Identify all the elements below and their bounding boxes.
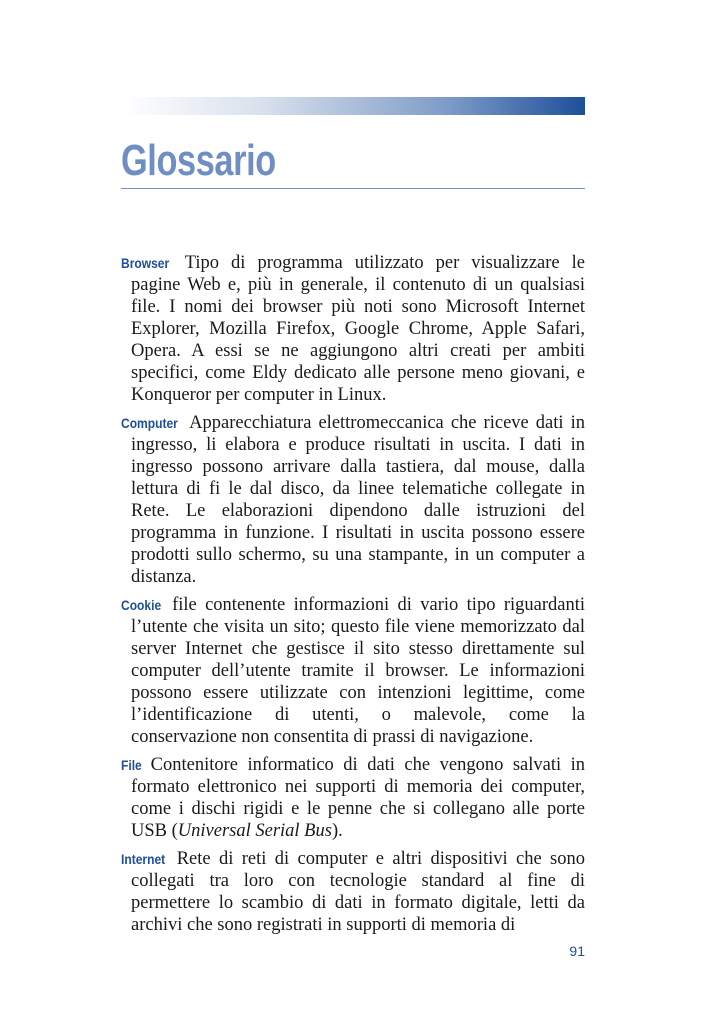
glossary-definition: Tipo di programma utilizzato per visualizzare le pagine Web e, più in generale, il contenuto di un qualsiasi file. I nomi dei browser più noti sono Microsoft Internet Explorer, Mozilla Firefox, Google Chrome, Apple Safari, Opera. A essi se ne aggiungono altri creati per ambiti specifici, come Eldy dedicato alle persone meno giovani, e Konqueror per computer in Linux. — [131, 253, 585, 405]
header-gradient-bar — [121, 97, 585, 115]
glossary-term: File — [121, 757, 142, 773]
page-number: 91 — [569, 943, 585, 959]
glossary-term: Internet — [121, 851, 166, 867]
title-underline — [121, 188, 585, 189]
page-title: Glossario — [121, 136, 276, 185]
glossary-entry-file — [121, 754, 585, 842]
glossary-entry-cookie — [121, 594, 585, 748]
glossary-definition: Contenitore informatico di dati che vengono salvati in formato elettronico nei supporti di memoria dei computer, come i dischi rigidi e le penne che si collegano alle porte USB ( — [131, 755, 586, 841]
glossary-definition: Rete di reti di computer e altri dispositivi che sono collegati tra loro con tecnologie standard al fine di permettere lo scambio di dati in formato digitale, letti da archivi che sono registrati in supporti di memoria di — [131, 849, 585, 935]
glossary-definition: file contenente informazioni di vario tipo riguardanti l’utente che visita un sito; questo file viene memorizzato dal server Internet che gestisce il sito stesso direttamente sul computer dell’utente tramite il browser. Le informazioni possono essere utilizzate con intenzioni legittime, come l’identificazione di utenti, o malevole, come la conservazione non consentita di prassi di navigazione. — [131, 595, 585, 747]
glossary-entry-computer — [121, 412, 585, 588]
glossary-entry-browser — [121, 252, 585, 406]
glossary-definition-end: ). — [331, 821, 343, 841]
glossary-term: Computer — [121, 415, 178, 431]
glossary-term: Cookie — [121, 597, 162, 613]
glossary-entry-internet — [121, 848, 585, 936]
glossary-term: Browser — [121, 255, 170, 271]
glossary-definition-italic: Universal Serial Bus — [177, 821, 332, 841]
glossary-definition: Apparecchiatura elettromeccanica che riceve dati in ingresso, li elabora e produce risultati in uscita. I dati in ingresso possono arrivare dalla tastiera, dal mouse, dalla lettura di fi le dal disco, da linee telematiche collegate in Rete. Le elaborazioni dipendono dalle istruzioni del programma in funzione. I risultati in uscita possono essere prodotti sullo schermo, su una stampante, in un computer a distanza. — [131, 413, 585, 587]
glossary-list — [121, 252, 585, 942]
